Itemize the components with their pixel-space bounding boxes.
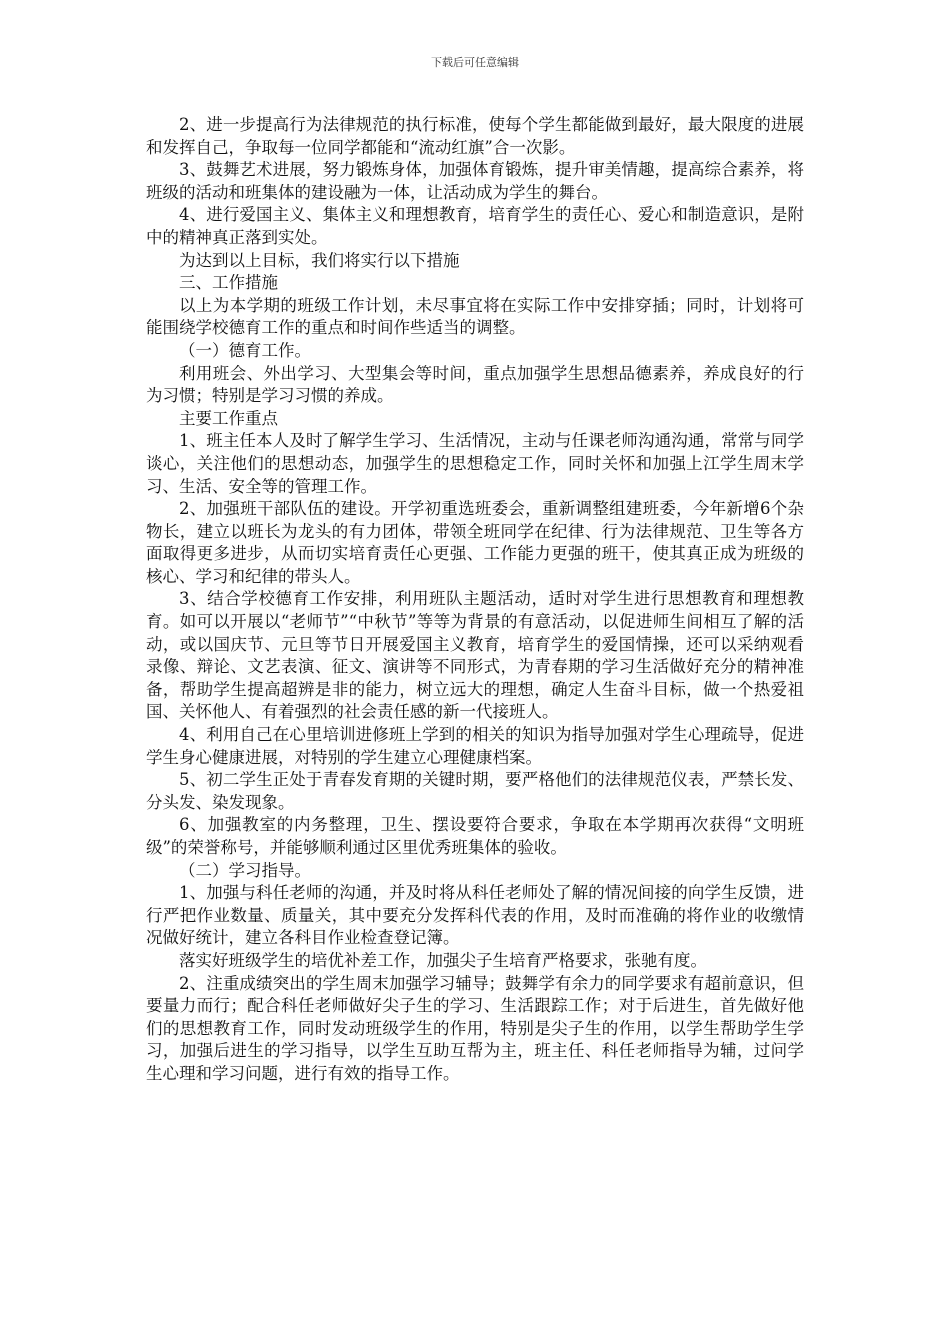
document-body — [146, 114, 804, 1086]
paragraph: 5、初二学生正处于青春发育期的关键时期，要严格他们的法律规范仪表，严禁长发、分头发、染发现象。 — [146, 770, 804, 812]
paragraph: 3、鼓舞艺术进展，努力锻炼身体，加强体育锻炼，提升审美情趣，提高综合素养，将班级的活动和班集体的建设融为一体，让活动成为学生的舞台。 — [146, 160, 804, 202]
paragraph: 2、注重成绩突出的学生周末加强学习辅导；鼓舞学有余力的同学要求有超前意识，但要量力而行；配合科任老师做好尖子生的学习、生活跟踪工作；对于后进生，首先做好他们的思想教育工作，同时发动班级学生的作用，特别是尖子生的作用，以学生帮助学生学习，加强后进生的学习指导，以学生互助互帮为主，班主任、科任老师指导为辅，过问学生心理和学习问题，进行有效的指导工作。 — [146, 973, 804, 1083]
paragraph: 2、加强班干部队伍的建设。开学初重选班委会，重新调整组建班委，今年新增6个杂物长，建立以班长为龙头的有力团体，带领全班同学在纪律、行为法律规范、卫生等各方面取得更多进步，从而切实培育责任心更强、工作能力更强的班干，使其真正成为班级的核心、学习和纪律的带头人。 — [146, 499, 804, 586]
paragraph: 以上为本学期的班级工作计划，未尽事宜将在实际工作中安排穿插；同时，计划将可能围绕学校德育工作的重点和时间作些适当的调整。 — [146, 295, 804, 338]
paragraph: 利用班会、外出学习、大型集会等时间，重点加强学生思想品德素养，养成良好的行为习惯；特别是学习习惯的养成。 — [146, 363, 804, 406]
subsection-heading: （二）学习指导。 — [179, 860, 311, 880]
paragraph: 落实好班级学生的培优补差工作，加强尖子生培育严格要求，张驰有度。 — [179, 950, 707, 970]
paragraph: 2、进一步提高行为法律规范的执行标准，使每个学生都能做到最好，最大限度的进展和发挥自己，争取每一位同学都能和“流动红旗”合一次影。 — [146, 115, 804, 157]
section-heading: 三、工作措施 — [179, 273, 278, 293]
page-header: 下载后可任意编辑 — [431, 56, 519, 69]
paragraph: 1、班主任本人及时了解学生学习、生活情况，主动与任课老师沟通沟通，常常与同学谈心，关注他们的思想动态，加强学生的思想稳定工作，同时关怀和加强上江学生周末学习、生活、安全等的管理工作。 — [146, 431, 804, 496]
subsection-heading: 主要工作重点 — [179, 408, 278, 428]
paragraph: 1、加强与科任老师的沟通，并及时将从科任老师处了解的情况间接的向学生反馈，进行严把作业数量、质量关，其中要充分发挥科代表的作用，及时而准确的将作业的收缴情况做好统计，建立各科目作业检查登记簿。 — [146, 883, 804, 948]
paragraph: 3、结合学校德育工作安排，利用班队主题活动，适时对学生进行思想教育和理想教育。如可以开展以“老师节”“中秋节”等等为背景的有意活动，以促进师生间相互了解的活动，或以国庆节、元旦等节日开展爱国主义教育，培育学生的爱国情操，还可以采纳观看录像、辩论、文艺表演、征文、演讲等不同形式，为青春期的学习生活做好充分的精神准备，帮助学生提高超辨是非的能力，树立远大的理想，确定人生奋斗目标，做一个热爱祖国、关怀他人、有着强烈的社会责任感的新一代接班人。 — [146, 589, 804, 722]
subsection-heading: （一）德育工作。 — [179, 340, 311, 360]
paragraph: 4、利用自己在心里培训进修班上学到的相关的知识为指导加强对学生心理疏导，促进学生身心健康进展，对特别的学生建立心理健康档案。 — [146, 725, 804, 767]
paragraph: 为达到以上目标，我们将实行以下措施 — [179, 250, 460, 270]
paragraph: 6、加强教室的内务整理，卫生、摆设要符合要求，争取在本学期再次获得“文明班级”的荣誉称号，并能够顺利通过区里优秀班集体的验收。 — [146, 815, 804, 857]
paragraph: 4、进行爱国主义、集体主义和理想教育，培育学生的责任心、爱心和制造意识，是附中的精神真正落到实处。 — [146, 205, 804, 247]
